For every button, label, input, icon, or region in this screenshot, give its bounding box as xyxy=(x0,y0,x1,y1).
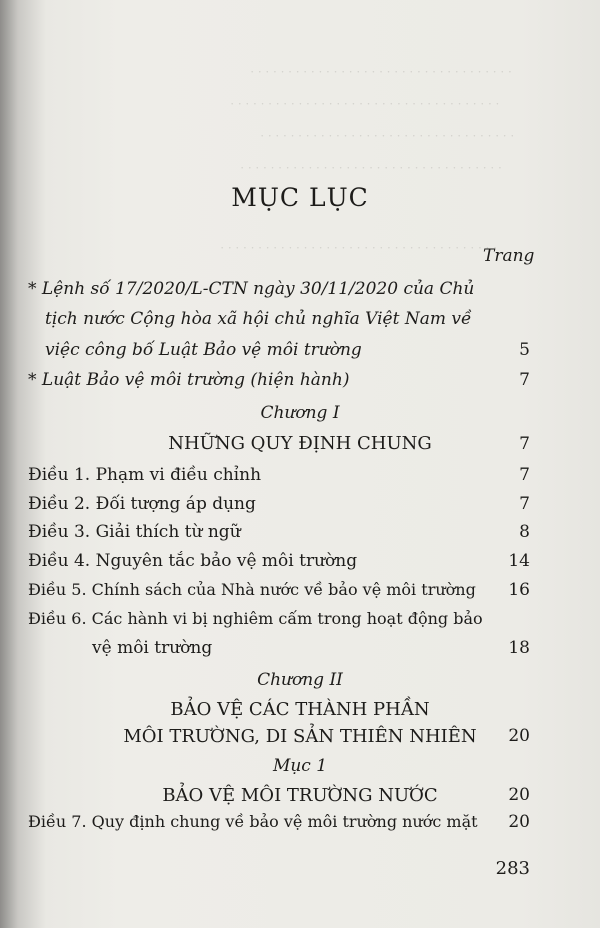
section-heading: BẢO VỆ MÔI TRƯỜNG NƯỚC xyxy=(162,785,438,806)
toc-entry: việc công bố Luật Bảo vệ môi trường xyxy=(45,340,362,360)
section-label: Mục 1 xyxy=(272,756,328,776)
bleed-through-text: · · · · · · · · · · · · · · · · · · · · · · · · · · · · · · · · · · xyxy=(260,128,515,143)
bleed-through-text: · · · · · · · · · · · · · · · · · · · · · · · · · · · · · · · · · · · · · xyxy=(220,240,498,255)
column-label: Trang xyxy=(483,246,535,266)
chapter-heading: MÔI TRƯỜNG, DI SẢN THIÊN NHIÊN xyxy=(123,726,477,747)
bleed-through-text: · · · · · · · · · · · · · · · · · · · · · · · · · · · · · · · · · · · xyxy=(250,64,513,79)
toc-page-number: 5 xyxy=(519,340,530,360)
toc-entry: Điều 7. Quy định chung về bảo vệ môi trường nước mặt xyxy=(28,812,478,831)
toc-entry: Điều 6. Các hành vi bị nghiêm cấm trong hoạt động bảo xyxy=(28,609,483,628)
toc-page-number: 7 xyxy=(519,370,530,390)
chapter-label: Chương II xyxy=(257,670,343,690)
toc-page-number: 7 xyxy=(519,465,530,485)
toc-entry: Điều 5. Chính sách của Nhà nước về bảo vệ môi trường xyxy=(28,580,476,599)
chapter-label: Chương I xyxy=(260,403,340,423)
toc-entry: * Luật Bảo vệ môi trường (hiện hành) xyxy=(28,370,350,390)
toc-page-number: 8 xyxy=(519,522,530,542)
toc-entry: Điều 3. Giải thích từ ngữ xyxy=(28,522,241,542)
toc-page-number: 7 xyxy=(519,494,530,514)
toc-page-number: 20 xyxy=(508,812,530,832)
bleed-through-text: · · · · · · · · · · · · · · · · · · · · · · · · · · · · · · · · · · · xyxy=(240,160,503,175)
bleed-through-text: · · · · · · · · · · · · · · · · · · · · · · · · · · · · · · · · · · · · xyxy=(230,96,500,111)
toc-page-number: 7 xyxy=(519,434,530,454)
toc-entry: Điều 4. Nguyên tắc bảo vệ môi trường xyxy=(28,551,358,571)
toc-page-number: 16 xyxy=(508,580,530,600)
toc-entry: Điều 1. Phạm vi điều chỉnh xyxy=(28,465,262,485)
page-title: MỤC LỤC xyxy=(231,183,369,212)
toc-page-number: 18 xyxy=(508,638,530,658)
toc-page-number: 20 xyxy=(508,726,530,746)
toc-page-number: 14 xyxy=(508,551,530,571)
chapter-heading: NHỮNG QUY ĐỊNH CHUNG xyxy=(168,433,432,454)
toc-entry: * Lệnh số 17/2020/L-CTN ngày 30/11/2020 của Chủ xyxy=(28,279,475,299)
toc-entry: vệ môi trường xyxy=(92,638,213,658)
toc-entry: tịch nước Cộng hòa xã hội chủ nghĩa Việt Nam về xyxy=(45,309,472,329)
toc-entry: Điều 2. Đối tượng áp dụng xyxy=(28,494,256,514)
chapter-heading: BẢO VỆ CÁC THÀNH PHẦN xyxy=(170,699,430,720)
toc-page-number: 20 xyxy=(508,785,530,805)
page-number: 283 xyxy=(495,858,530,879)
